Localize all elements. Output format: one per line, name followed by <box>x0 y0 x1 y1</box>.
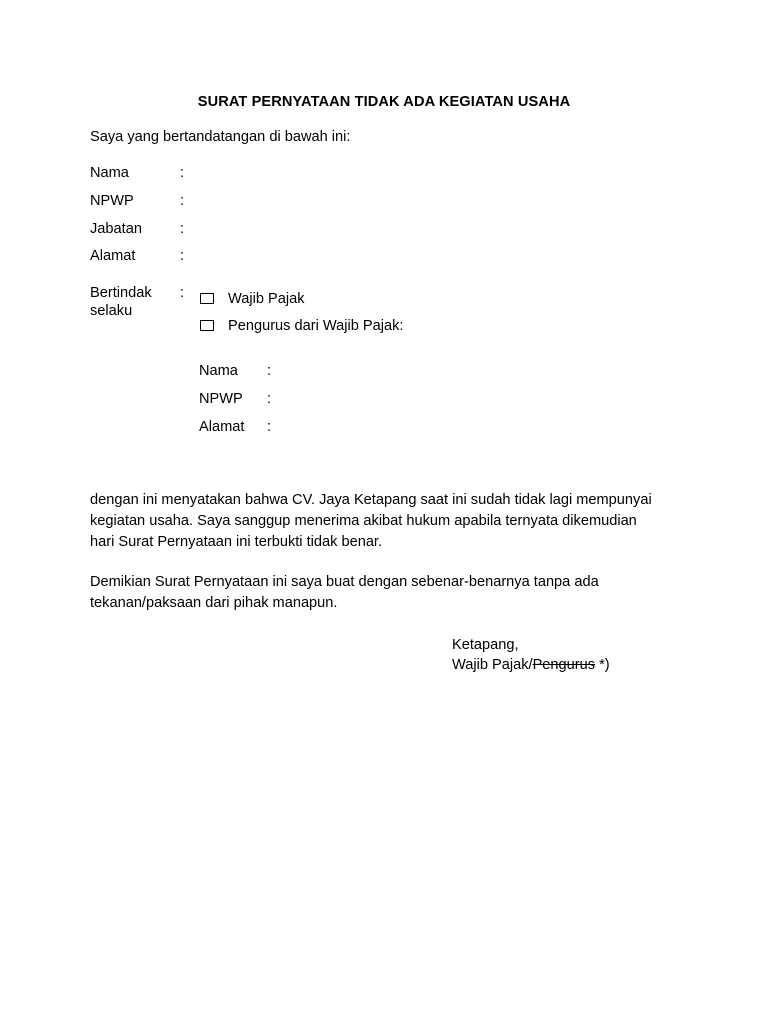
field-label-nama: Nama <box>90 165 129 181</box>
option-label-wajib-pajak: Wajib Pajak <box>228 291 305 307</box>
statement-line: hari Surat Pernyataan ini terbukti tidak benar. <box>90 534 383 550</box>
sub-field-colon: : <box>267 419 272 435</box>
signature-footnote-mark: *) <box>595 657 610 673</box>
signature-role-prefix: Wajib Pajak/ <box>452 657 533 673</box>
sub-field-label-npwp: NPWP <box>199 391 243 407</box>
field-label-alamat: Alamat <box>90 248 136 264</box>
statement-line: kegiatan usaha. Saya sanggup menerima akibat hukum apabila ternyata dikemudian <box>90 513 637 529</box>
checkbox-wajib-pajak[interactable] <box>200 293 214 304</box>
signature-place: Ketapang, <box>452 637 519 653</box>
field-colon: : <box>180 248 185 264</box>
acting-as-colon: : <box>180 285 185 301</box>
closing-paragraph <box>90 572 710 614</box>
statement-line: dengan ini menyatakan bahwa CV. Jaya Ketapang saat ini sudah tidak lagi mempunyai <box>90 492 652 508</box>
field-label-npwp: NPWP <box>90 193 134 209</box>
sub-field-label-nama: Nama <box>199 363 238 379</box>
acting-as-label-line1: Bertindak <box>90 285 152 301</box>
field-colon: : <box>180 193 185 209</box>
checkbox-pengurus[interactable] <box>200 320 214 331</box>
intro-text: Saya yang bertandatangan di bawah ini: <box>90 129 351 145</box>
signature-role-struck: Pengurus <box>532 657 596 673</box>
field-label-jabatan: Jabatan <box>90 221 142 237</box>
field-colon: : <box>180 165 185 181</box>
signature-role <box>452 658 610 673</box>
option-label-pengurus: Pengurus dari Wajib Pajak: <box>228 318 404 334</box>
sub-field-label-alamat: Alamat <box>199 419 245 435</box>
sub-field-colon: : <box>267 363 272 379</box>
field-colon: : <box>180 221 185 237</box>
acting-as-label-line2: selaku <box>90 303 133 319</box>
sub-field-colon: : <box>267 391 272 407</box>
document-title: SURAT PERNYATAAN TIDAK ADA KEGIATAN USAHA <box>197 94 571 110</box>
closing-line: Demikian Surat Pernyataan ini saya buat dengan sebenar-benarnya tanpa ada <box>90 574 599 590</box>
statement-paragraph <box>90 490 710 553</box>
closing-line: tekanan/paksaan dari pihak manapun. <box>90 595 338 611</box>
